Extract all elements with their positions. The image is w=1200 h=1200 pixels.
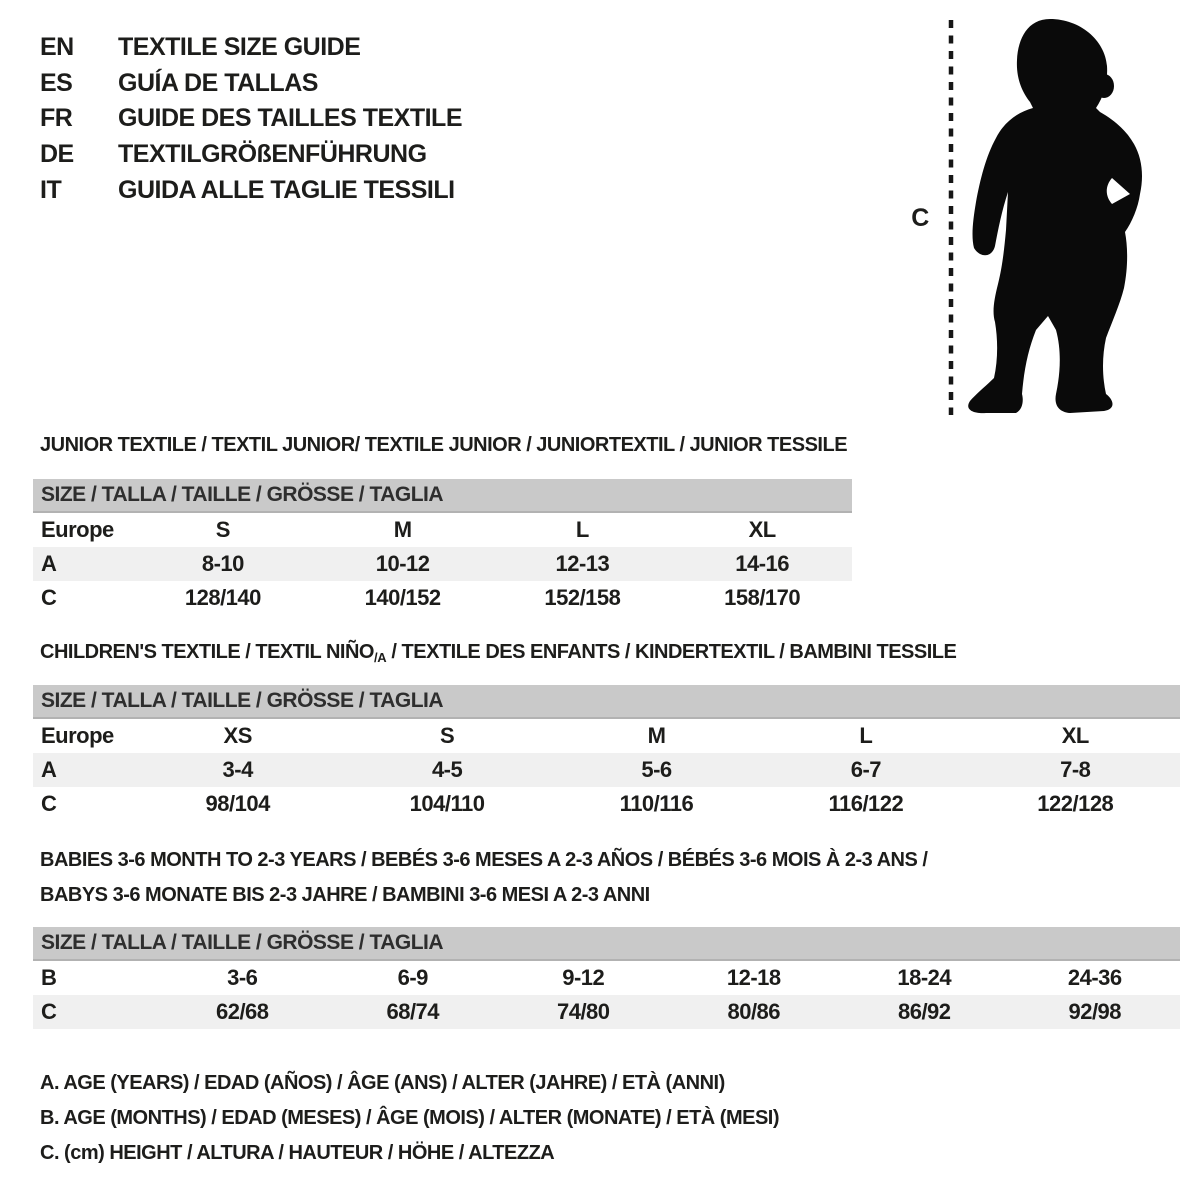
language-row-fr (40, 101, 462, 137)
table-row-months (33, 960, 1180, 995)
months-cell: 12-18 (726, 965, 781, 990)
age-cell: 3-4 (133, 753, 342, 787)
legend-line-c: C. (cm) HEIGHT / ALTURA / HAUTEUR / HÖHE / ALTEZZA (40, 1142, 555, 1164)
language-title: GUIDE DES TAILLES TEXTILE (118, 104, 463, 133)
row-label-europe: Europe (41, 723, 114, 748)
table-row-height (33, 787, 1180, 821)
table-row-age (33, 547, 852, 581)
table-row-height (33, 995, 1180, 1029)
size-cell: S (215, 517, 230, 542)
size-header-bar: SIZE / TALLA / TAILLE / GRÖSSE / TAGLIA (33, 479, 852, 512)
height-measure-label: C (911, 204, 929, 232)
language-title: GUÍA DE TALLAS (118, 68, 318, 97)
language-row-es (40, 66, 462, 102)
language-title: TEXTILE SIZE GUIDE (118, 33, 361, 62)
size-cell: M (393, 517, 412, 542)
row-label-europe: Europe (41, 517, 114, 542)
babies-size-table (33, 927, 1180, 1029)
size-cell: XL (1061, 723, 1089, 748)
language-row-en (40, 30, 462, 66)
height-cell: 128/140 (184, 585, 261, 610)
language-code: ES (40, 68, 73, 97)
toddler-silhouette-svg (900, 0, 1200, 430)
age-cell: 12-13 (493, 547, 673, 581)
age-cell: 10-12 (313, 547, 493, 581)
legend-line-b: B. AGE (MONTHS) / EDAD (MESES) / ÂGE (MOIS) / ALTER (MONATE) / ETÀ (MESI) (40, 1107, 780, 1129)
language-title: TEXTILGRÖßENFÜHRUNG (118, 140, 427, 169)
row-label-c: C (41, 791, 57, 816)
height-cell: 104/110 (409, 791, 485, 816)
row-label-a: A (33, 547, 133, 581)
height-cell: 86/92 (839, 995, 1010, 1029)
table-row-europe (33, 512, 852, 547)
row-label-c: C (41, 585, 57, 610)
silhouette-ear (1094, 74, 1114, 98)
size-cell: L (575, 517, 589, 542)
language-row-de (40, 137, 462, 173)
babies-section-title-line1: BABIES 3-6 MONTH TO 2-3 YEARS / BEBÉS 3-6 MESES A 2-3 AÑOS / BÉBÉS 3-6 MOIS À 2-3 ANS / (40, 849, 928, 871)
size-cell: XS (223, 723, 252, 748)
height-cell: 152/158 (544, 585, 621, 610)
months-cell: 18-24 (897, 965, 952, 990)
junior-section-title: JUNIOR TEXTILE / TEXTIL JUNIOR/ TEXTILE JUNIOR / JUNIORTEXTIL / JUNIOR TESSILE (40, 434, 848, 456)
age-cell: 8-10 (133, 547, 313, 581)
size-header-bar: SIZE / TALLA / TAILLE / GRÖSSE / TAGLIA (33, 685, 1180, 718)
size-header-row (33, 927, 1180, 960)
size-header-row (33, 479, 852, 512)
size-header-row (33, 685, 1180, 718)
height-cell: 110/116 (619, 791, 694, 816)
row-label-b: B (41, 965, 57, 990)
language-code: IT (40, 175, 62, 204)
children-title-text: CHILDREN'S TEXTILE / TEXTIL NIÑO (40, 641, 374, 663)
language-code: DE (40, 140, 74, 169)
language-title: GUIDA ALLE TAGLIE TESSILI (118, 175, 455, 204)
months-cell: 24-36 (1067, 965, 1122, 990)
legend-line-a: A. AGE (YEARS) / EDAD (AÑOS) / ÂGE (ANS) / ALTER (JAHRE) / ETÀ (ANNI) (40, 1072, 725, 1094)
table-row-height (33, 581, 852, 615)
height-cell: 68/74 (328, 995, 499, 1029)
measure-legend (40, 1066, 779, 1171)
months-cell: 3-6 (227, 965, 258, 990)
months-cell: 9-12 (562, 965, 605, 990)
size-cell: S (439, 723, 455, 748)
age-cell: 5-6 (552, 753, 761, 787)
junior-size-table (33, 479, 852, 615)
table-row-europe (33, 718, 1180, 753)
height-cell: 122/128 (1037, 791, 1114, 816)
language-code: EN (40, 33, 74, 62)
age-cell: 4-5 (342, 753, 551, 787)
children-size-table (33, 685, 1180, 821)
age-cell: 7-8 (971, 753, 1180, 787)
children-title-subscript: /A (373, 650, 387, 665)
height-cell: 116/122 (828, 791, 904, 816)
table-row-age (33, 753, 1180, 787)
row-label-c: C (33, 995, 157, 1029)
size-header-bar: SIZE / TALLA / TAILLE / GRÖSSE / TAGLIA (33, 927, 1180, 960)
toddler-silhouette-figure (900, 0, 1200, 430)
height-cell: 92/98 (1010, 995, 1181, 1029)
language-title-list (40, 30, 462, 208)
babies-section-title-line2: BABYS 3-6 MONATE BIS 2-3 JAHRE / BAMBINI 3-6 MESI A 2-3 ANNI (40, 884, 650, 906)
months-cell: 6-9 (397, 965, 428, 990)
size-cell: M (647, 723, 666, 748)
size-cell: L (859, 723, 873, 748)
height-cell: 80/86 (669, 995, 840, 1029)
children-title-text: / TEXTILE DES ENFANTS / KINDERTEXTIL / BAMBINI TESSILE (386, 641, 957, 663)
height-cell: 62/68 (157, 995, 328, 1029)
size-cell: XL (748, 517, 776, 542)
age-cell: 14-16 (672, 547, 852, 581)
height-cell: 140/152 (364, 585, 441, 610)
toddler-silhouette (968, 19, 1142, 413)
language-code: FR (40, 104, 73, 133)
language-row-it (40, 172, 462, 208)
row-label-a: A (33, 753, 133, 787)
height-cell: 158/170 (724, 585, 801, 610)
height-cell: 98/104 (205, 791, 270, 816)
age-cell: 6-7 (761, 753, 970, 787)
children-section-title (40, 641, 956, 665)
height-cell: 74/80 (498, 995, 669, 1029)
